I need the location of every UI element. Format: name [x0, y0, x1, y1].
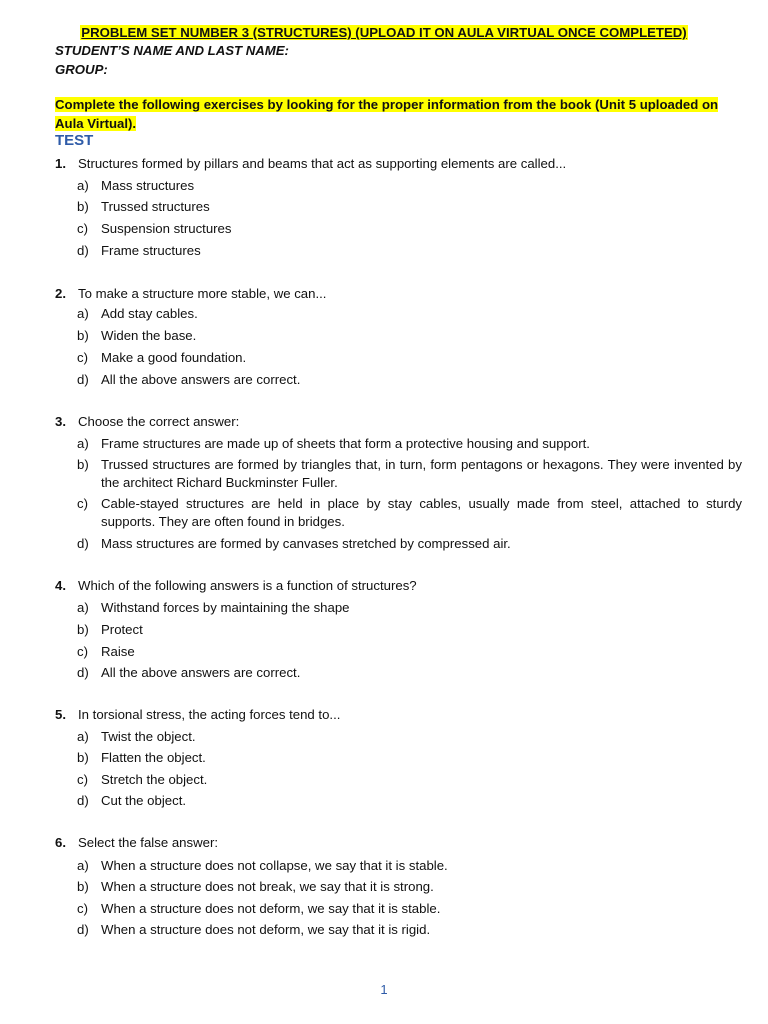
answer-option: [77, 664, 742, 682]
option-letter: b): [77, 622, 89, 637]
student-name-label: STUDENT’S NAME AND LAST NAME:: [55, 43, 289, 58]
option-letter: d): [77, 372, 89, 387]
answer-option: [77, 220, 742, 238]
answer-option: [77, 495, 742, 530]
option-letter: c): [77, 221, 88, 236]
answer-option: [77, 198, 742, 216]
question-stem: Select the false answer:: [78, 835, 219, 850]
option-text: Cut the object.: [101, 793, 187, 808]
option-text: Raise: [101, 644, 135, 659]
question-number: 6.: [55, 835, 66, 850]
question-stem: To make a structure more stable, we can...: [78, 286, 327, 301]
instructions-text: Complete the following exercises by looking for the proper information from the book (Unit 5 uploaded on Aula Virtual).: [55, 97, 719, 131]
answer-option: [77, 900, 742, 918]
answer-option: [77, 599, 742, 617]
question-number: 3.: [55, 414, 66, 429]
answer-option: [77, 456, 742, 491]
answer-option: [77, 535, 742, 553]
option-letter: c): [77, 772, 88, 787]
question-stem: In torsional stress, the acting forces tend to...: [78, 707, 341, 722]
option-text: All the above answers are correct.: [101, 665, 301, 680]
option-letter: c): [77, 496, 88, 511]
option-text: Suspension structures: [101, 221, 232, 236]
option-letter: d): [77, 793, 89, 808]
option-letter: a): [77, 436, 89, 451]
answer-option: [77, 921, 742, 939]
answer-option: [77, 435, 742, 453]
option-letter: d): [77, 243, 89, 258]
group-label: GROUP:: [55, 62, 108, 77]
option-letter: c): [77, 644, 88, 659]
answer-option: [77, 857, 742, 875]
page-number: 1: [380, 982, 388, 997]
option-letter: c): [77, 901, 88, 916]
instructions: [55, 95, 745, 133]
option-text: Add stay cables.: [101, 306, 198, 321]
answer-option: [77, 177, 742, 195]
option-text: Make a good foundation.: [101, 350, 247, 365]
option-text: Cable-stayed structures are held in place by stay cables, usually made from steel, attached to sturdy supports. They are often found in bridges.: [101, 496, 742, 529]
answer-option: [77, 349, 742, 367]
option-text: Mass structures: [101, 178, 195, 193]
answer-option: [77, 242, 742, 260]
answer-option: [77, 771, 742, 789]
option-text: Stretch the object.: [101, 772, 208, 787]
section-heading: TEST: [55, 132, 94, 149]
option-letter: c): [77, 350, 88, 365]
answer-option: [77, 792, 742, 810]
option-letter: b): [77, 199, 89, 214]
option-letter: b): [77, 328, 89, 343]
answer-option: [77, 749, 742, 767]
option-letter: d): [77, 665, 89, 680]
option-letter: b): [77, 879, 89, 894]
option-text: Frame structures: [101, 243, 201, 258]
option-text: Trussed structures: [101, 199, 210, 214]
question-number: 2.: [55, 286, 66, 301]
option-letter: d): [77, 922, 89, 937]
answer-option: [77, 621, 742, 639]
question-stem: Choose the correct answer:: [78, 414, 240, 429]
option-text: All the above answers are correct.: [101, 372, 301, 387]
answer-option: [77, 305, 742, 323]
question-number: 4.: [55, 578, 66, 593]
option-letter: a): [77, 178, 89, 193]
question-number: 1.: [55, 156, 66, 171]
option-letter: a): [77, 729, 89, 744]
answer-option: [77, 371, 742, 389]
option-text: When a structure does not break, we say that it is strong.: [101, 879, 434, 894]
option-letter: a): [77, 600, 89, 615]
option-letter: b): [77, 750, 89, 765]
option-letter: b): [77, 457, 89, 472]
option-text: Trussed structures are formed by triangles that, in turn, form pentagons or hexagons. They were invented by the architect Richard Buckminster Fuller.: [101, 457, 742, 490]
question-number: 5.: [55, 707, 66, 722]
option-text: Twist the object.: [101, 729, 196, 744]
question-stem: Structures formed by pillars and beams that act as supporting elements are called...: [78, 156, 567, 171]
option-text: Frame structures are made up of sheets that form a protective housing and support.: [101, 436, 590, 451]
question-stem: Which of the following answers is a function of structures?: [78, 578, 417, 593]
option-letter: a): [77, 306, 89, 321]
option-text: When a structure does not collapse, we say that it is stable.: [101, 858, 448, 873]
option-letter: a): [77, 858, 89, 873]
answer-option: [77, 327, 742, 345]
option-text: Withstand forces by maintaining the shape: [101, 600, 350, 615]
document-title: [0, 24, 768, 41]
option-text: Protect: [101, 622, 143, 637]
option-letter: d): [77, 536, 89, 551]
answer-option: [77, 728, 742, 746]
answer-option: [77, 643, 742, 661]
answer-option: [77, 878, 742, 896]
option-text: When a structure does not deform, we say that it is stable.: [101, 901, 441, 916]
option-text: Mass structures are formed by canvases stretched by compressed air.: [101, 536, 511, 551]
option-text: When a structure does not deform, we say that it is rigid.: [101, 922, 431, 937]
title-text: PROBLEM SET NUMBER 3 (STRUCTURES) (UPLOAD IT ON AULA VIRTUAL ONCE COMPLETED): [81, 25, 687, 40]
option-text: Flatten the object.: [101, 750, 206, 765]
option-text: Widen the base.: [101, 328, 197, 343]
